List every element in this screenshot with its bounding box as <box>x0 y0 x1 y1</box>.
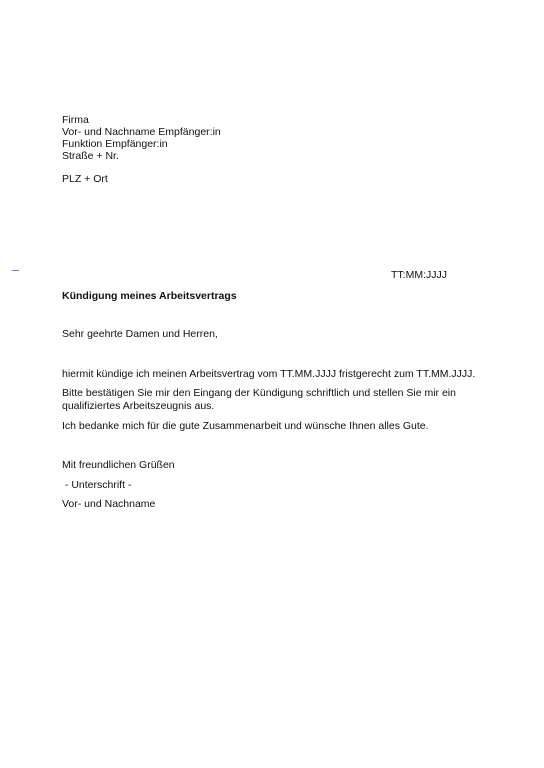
sender-name: Vor- und Nachname <box>62 498 156 510</box>
recipient-company: Firma <box>62 114 89 126</box>
recipient-name: Vor- und Nachname Empfänger:in <box>62 126 221 138</box>
recipient-city: PLZ + Ort <box>62 173 108 185</box>
signature-placeholder: - Unterschrift - <box>62 479 132 491</box>
body-paragraph-2-line-2: qualifiziertes Arbeitszeugnis aus. <box>62 400 215 412</box>
recipient-street: Straße + Nr. <box>62 150 119 162</box>
letter-date: TT:MM:JJJJ <box>391 269 447 281</box>
margin-marker <box>12 270 19 271</box>
body-paragraph-2-line-1: Bitte bestätigen Sie mir den Eingang der Kündigung schriftlich und stellen Sie mir ein <box>62 387 456 399</box>
letter-salutation: Sehr geehrte Damen und Herren, <box>62 328 218 340</box>
body-paragraph-1: hiermit kündige ich meinen Arbeitsvertrag vom TT.MM.JJJJ fristgerecht zum TT.MM.JJJJ. <box>62 368 476 380</box>
letter-closing: Mit freundlichen Grüßen <box>62 459 175 471</box>
recipient-function: Funktion Empfänger:in <box>62 138 168 150</box>
letter-subject: Kündigung meines Arbeitsvertrags <box>62 290 237 302</box>
body-paragraph-3: Ich bedanke mich für die gute Zusammenarbeit und wünsche Ihnen alles Gute. <box>62 420 429 432</box>
